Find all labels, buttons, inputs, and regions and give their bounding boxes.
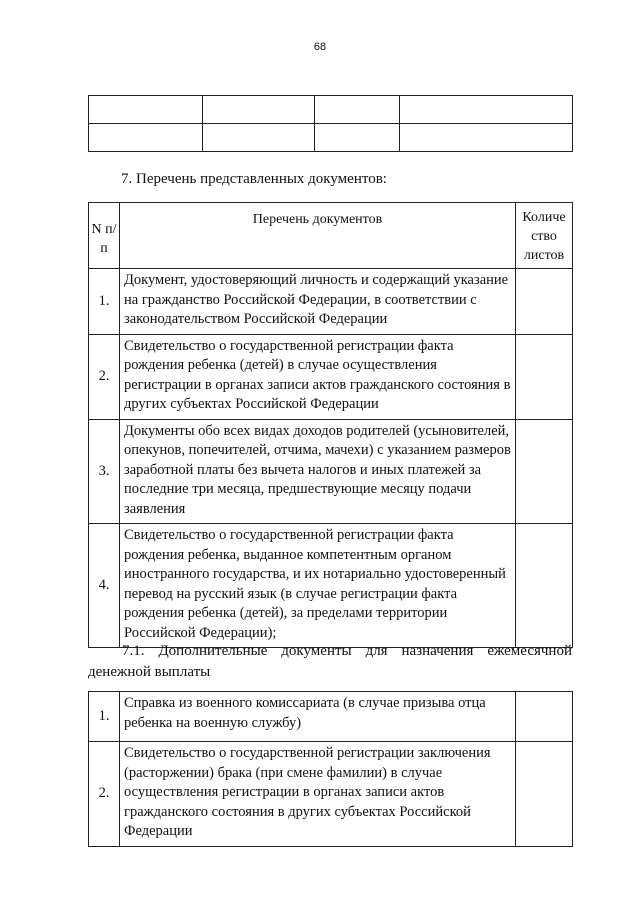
document-text: Свидетельство о государственной регистрации факта рождения ребенка (детей) в случае осуществления регистрации в органах записи актов гражданского состояния в других субъектах Российской Федерации	[120, 334, 516, 419]
table-row	[89, 692, 573, 742]
document-text: Свидетельство о государственной регистрации факта рождения ребенка, выданное компетентным органом иностранного государства, и их нотариально удостоверенный перевод на русский язык (в случае регистрации факта рождения ребенка (детей), за пределами территории Российской Федерации);	[120, 524, 516, 648]
row-number: 1.	[89, 692, 120, 742]
header-documents: Перечень документов	[120, 203, 516, 269]
section-7-1-title-line2: денежной выплаты	[88, 664, 211, 680]
documents-table	[88, 202, 573, 648]
sheet-count-cell	[516, 692, 573, 742]
table-cell	[89, 96, 203, 124]
table-cell	[400, 96, 573, 124]
document-text: Свидетельство о государственной регистрации заключения (расторжении) брака (при смене фамилии) в случае осуществления регистрации в органах записи актов гражданского состояния в других субъектах Российской Федерации	[120, 742, 516, 847]
table-cell	[203, 124, 315, 152]
sheet-count-cell	[516, 334, 573, 419]
header-num: N п/п	[89, 203, 120, 269]
sheet-count-cell	[516, 419, 573, 524]
sheet-count-cell	[516, 742, 573, 847]
table-cell	[315, 96, 400, 124]
row-number: 2.	[89, 742, 120, 847]
row-number: 3.	[89, 419, 120, 524]
section-7-1-title-line1: 7.1. Дополнительные документы для назначения ежемесячной	[122, 643, 572, 659]
table-row	[89, 334, 573, 419]
table-cell	[203, 96, 315, 124]
sheet-count-cell	[516, 524, 573, 648]
section-7-title: 7. Перечень представленных документов:	[121, 171, 387, 187]
table-row	[89, 96, 573, 124]
table-row	[89, 269, 573, 335]
row-number: 1.	[89, 269, 120, 335]
additional-documents-table	[88, 691, 573, 847]
row-number: 2.	[89, 334, 120, 419]
table-cell	[315, 124, 400, 152]
table-row	[89, 419, 573, 524]
document-text: Документ, удостоверяющий личность и содержащий указание на гражданство Российской Федерации, в соответствии с законодательством Российской Федерации	[120, 269, 516, 335]
page-number: 68	[313, 41, 327, 53]
table-row	[89, 124, 573, 152]
table-header-row	[89, 203, 573, 269]
header-count: Количе ство листов	[516, 203, 573, 269]
table-row	[89, 742, 573, 847]
sheet-count-cell	[516, 269, 573, 335]
table-cell	[89, 124, 203, 152]
section-7-1-title	[88, 641, 572, 683]
top-table	[88, 95, 573, 152]
document-text: Документы обо всех видах доходов родителей (усыновителей, опекунов, попечителей, отчима, мачехи) с указанием размеров заработной платы без вычета налогов и иных платежей за последние три месяца, предшествующие месяцу подачи заявления	[120, 419, 516, 524]
table-row	[89, 524, 573, 648]
document-text: Справка из военного комиссариата (в случае призыва отца ребенка на военную службу)	[120, 692, 516, 742]
row-number: 4.	[89, 524, 120, 648]
table-cell	[400, 124, 573, 152]
